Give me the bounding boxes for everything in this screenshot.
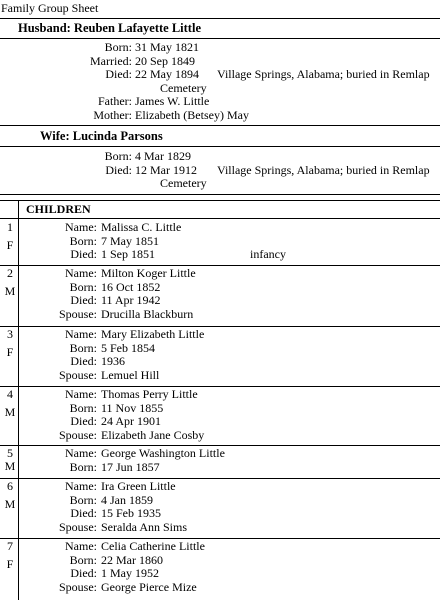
- child-born-label: Born:: [69, 459, 97, 474]
- wife-died-row: [0, 164, 440, 178]
- child-spouse-label: Spouse:: [58, 519, 97, 534]
- child-spouse: Seralda Ann Sims: [101, 519, 187, 534]
- child-sex: M: [4, 284, 16, 298]
- husband-married: 20 Sep 1849: [135, 53, 195, 68]
- child-name-label: Name:: [65, 327, 97, 341]
- child-name-label: Name:: [65, 479, 97, 493]
- field-label: Married:: [90, 53, 132, 68]
- child-born-label: Born:: [69, 400, 97, 415]
- child-number: 6: [7, 479, 13, 493]
- child-name-label: Name:: [65, 539, 97, 553]
- child-name-label: Name:: [65, 446, 97, 460]
- child-name-label: Name:: [65, 387, 97, 401]
- field-label: Died:: [105, 67, 132, 81]
- divider: [0, 218, 440, 219]
- child-sex: F: [6, 238, 14, 252]
- husband-died-row: [0, 68, 440, 82]
- field-label: Mother:: [93, 107, 132, 122]
- child-born-label: Born:: [69, 552, 97, 567]
- child-died-label: Died:: [70, 293, 97, 307]
- child-died: 1 Sep 1851: [101, 247, 155, 261]
- field-label: Born:: [104, 40, 132, 54]
- husband-details: [0, 41, 440, 122]
- wife-born: 4 Mar 1829: [135, 149, 191, 163]
- child-born: 22 Mar 1860: [101, 552, 163, 567]
- child-name-label: Name:: [65, 220, 97, 234]
- child-died-label: Died:: [70, 354, 97, 368]
- wife-died-place-cont-row: [0, 177, 440, 191]
- husband-father-row: [0, 95, 440, 109]
- husband-died-place-cont-row: [0, 82, 440, 96]
- husband-header: Husband: Reuben Lafayette Little: [18, 21, 201, 35]
- child-died: 24 Apr 1901: [101, 414, 161, 428]
- child-born: 17 Jun 1857: [101, 459, 160, 474]
- child-born-label: Born:: [69, 279, 97, 294]
- child-sex: M: [4, 459, 16, 473]
- husband-mother-row: [0, 109, 440, 123]
- children-header: CHILDREN: [26, 202, 91, 216]
- husband-born: 31 May 1821: [135, 40, 199, 54]
- child-name: Thomas Perry Little: [101, 387, 198, 401]
- page-title: Family Group Sheet: [1, 1, 99, 15]
- wife-died-place: Village Springs, Alabama; buried in Remlap: [217, 162, 430, 177]
- number-column-divider: [18, 201, 19, 600]
- divider: [0, 146, 440, 147]
- child-died: 11 Apr 1942: [101, 293, 161, 307]
- child-name: Ira Green Little: [101, 479, 176, 493]
- child-died-label: Died:: [70, 414, 97, 428]
- child-name: Celia Catherine Little: [101, 539, 205, 553]
- husband-mother: Elizabeth (Betsey) May: [135, 107, 249, 122]
- child-spouse: George Pierce Mize: [101, 579, 197, 594]
- child-sex: M: [4, 497, 16, 511]
- wife-header: Wife: Lucinda Parsons: [40, 129, 163, 143]
- child-born-label: Born:: [69, 340, 97, 355]
- child-number: 1: [7, 220, 13, 234]
- child-born: 11 Nov 1855: [101, 400, 164, 415]
- child-died-label: Died:: [70, 506, 97, 520]
- child-spouse-label: Spouse:: [58, 579, 97, 594]
- child-number: 3: [7, 327, 13, 341]
- child-born: 4 Jan 1859: [101, 492, 153, 507]
- child-spouse-label: Spouse:: [58, 427, 97, 442]
- divider: [0, 194, 440, 195]
- wife-born-row: [0, 150, 440, 164]
- child-number: 4: [7, 387, 13, 401]
- child-died: 1936: [101, 354, 125, 368]
- child-born: 16 Oct 1852: [101, 279, 161, 294]
- husband-married-row: [0, 55, 440, 69]
- husband-died-place-cont: Cemetery: [160, 80, 207, 95]
- divider: [0, 38, 440, 39]
- child-sex: F: [6, 345, 14, 359]
- child-name: Milton Koger Little: [101, 266, 196, 280]
- child-number: 7: [7, 539, 13, 553]
- divider: [0, 200, 440, 201]
- child-sex: F: [6, 557, 14, 571]
- wife-died-place-cont: Cemetery: [160, 176, 207, 190]
- child-name: Mary Elizabeth Little: [101, 327, 205, 341]
- husband-died-place: Village Springs, Alabama; buried in Remlap: [217, 67, 430, 81]
- field-label: Died:: [105, 162, 132, 177]
- child-born: 5 Feb 1854: [101, 340, 155, 355]
- child-spouse: Elizabeth Jane Cosby: [101, 427, 205, 442]
- wife-died: 12 Mar 1912: [135, 162, 197, 177]
- husband-died: 22 May 1894: [135, 67, 199, 81]
- child-born-label: Born:: [69, 492, 97, 507]
- divider: [0, 125, 440, 126]
- divider: [0, 18, 440, 19]
- child-born-label: Born:: [69, 233, 97, 248]
- child-spouse-label: Spouse:: [58, 367, 97, 382]
- child-died: 1 May 1952: [101, 566, 159, 580]
- child-number: 5: [7, 446, 13, 460]
- field-label: Father:: [98, 94, 132, 108]
- wife-details: [0, 150, 440, 191]
- child-died-label: Died:: [70, 566, 97, 580]
- child-spouse-label: Spouse:: [58, 306, 97, 321]
- child-name: George Washington Little: [101, 446, 225, 460]
- child-death-note: infancy: [250, 247, 286, 261]
- child-number: 2: [7, 266, 13, 280]
- child-died: 15 Feb 1935: [101, 506, 161, 520]
- child-name: Malissa C. Little: [101, 220, 182, 234]
- field-label: Born:: [104, 149, 132, 163]
- child-died-label: Died:: [70, 247, 97, 261]
- child-sex: M: [4, 405, 16, 419]
- child-name-label: Name:: [65, 266, 97, 280]
- husband-born-row: [0, 41, 440, 55]
- child-spouse: Lemuel Hill: [101, 367, 160, 382]
- husband-father: James W. Little: [135, 94, 210, 108]
- child-spouse: Drucilla Blackburn: [101, 306, 194, 321]
- child-born: 7 May 1851: [101, 233, 159, 248]
